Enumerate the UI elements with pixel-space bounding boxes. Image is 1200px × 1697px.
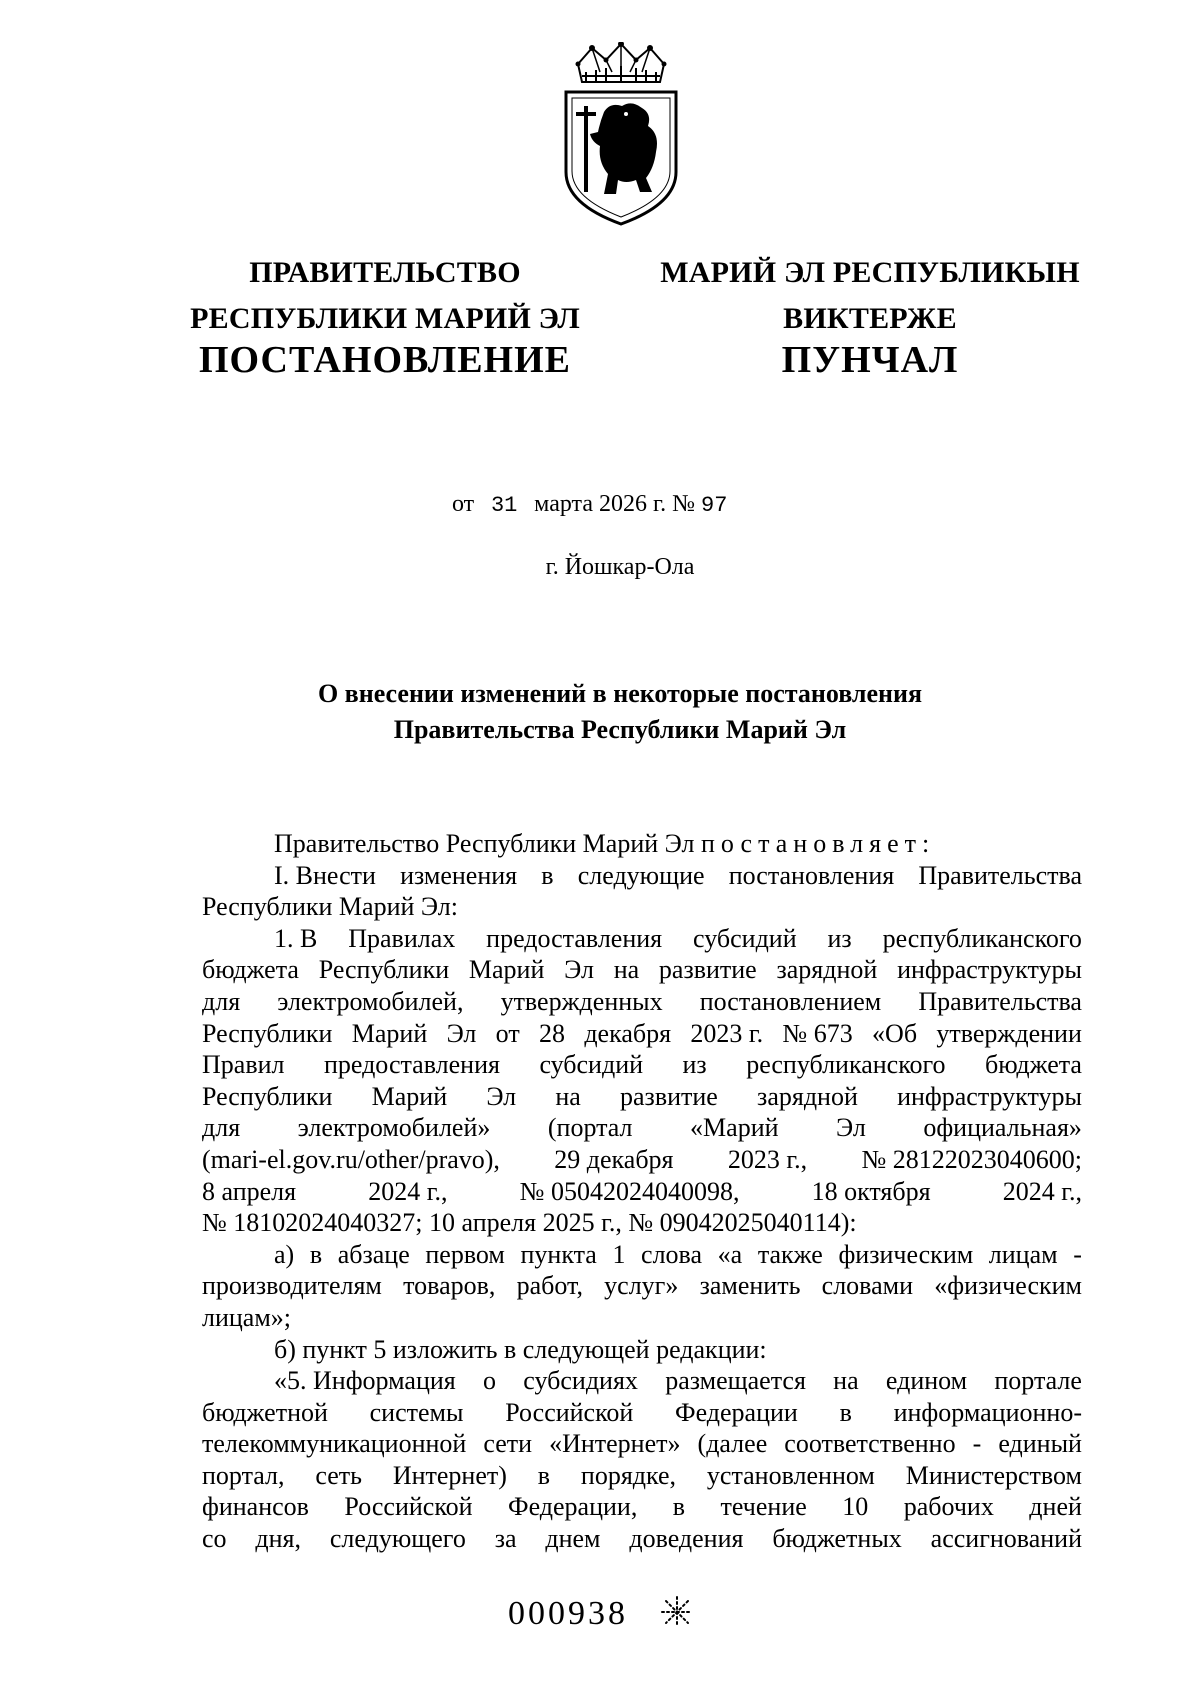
word: республиканского	[746, 1050, 946, 1080]
word: Марий	[351, 1018, 428, 1048]
word: (mari-el.gov.ru/other/pravo),	[202, 1144, 500, 1174]
word: соответственно	[784, 1429, 956, 1459]
word: развитие	[658, 955, 757, 985]
body-line-13	[202, 1239, 1082, 1271]
word: системы	[369, 1397, 464, 1427]
word: бюджета	[985, 1050, 1082, 1080]
word: также	[757, 1239, 823, 1269]
word: течение	[720, 1492, 807, 1522]
word: изменения	[400, 860, 518, 890]
word: Российской	[505, 1397, 634, 1427]
word: в	[537, 1460, 551, 1490]
word: о	[483, 1366, 497, 1396]
document-number: 97	[701, 493, 728, 518]
word: утверждении	[936, 1018, 1082, 1048]
body-line-5	[202, 986, 1082, 1018]
word: Республики	[202, 1018, 333, 1048]
word: I. Внести	[274, 860, 376, 890]
word: в	[839, 1397, 852, 1427]
word: 18 октября	[811, 1176, 931, 1206]
word: субсидий	[539, 1050, 644, 1080]
word: Российской	[344, 1492, 473, 1522]
word: «Об	[872, 1018, 918, 1048]
body-line-14	[202, 1270, 1082, 1302]
word: бюджетных	[772, 1524, 902, 1554]
word: 1	[612, 1239, 626, 1269]
word: из	[682, 1050, 707, 1080]
word: электромобилей»	[297, 1113, 491, 1143]
word: физическим	[838, 1239, 974, 1269]
word: «физическим	[934, 1271, 1082, 1301]
word: абзаце	[337, 1239, 410, 1269]
word: в	[672, 1492, 686, 1522]
word: сети	[483, 1429, 533, 1459]
word: Эл	[836, 1113, 866, 1143]
word: 28	[539, 1018, 566, 1048]
word: ассигнований	[930, 1524, 1082, 1554]
word: следующего	[329, 1524, 466, 1554]
word: электромобилей,	[277, 986, 464, 1016]
date-day: 31	[490, 493, 518, 518]
word: бюджетной	[202, 1397, 328, 1427]
word: 8 апреля	[202, 1176, 297, 1206]
word: 10	[842, 1492, 869, 1522]
body-line-16: б) пункт 5 изложить в следующей редакции:	[274, 1334, 767, 1364]
word: слова	[641, 1239, 703, 1269]
word: 2023 г.,	[727, 1144, 808, 1174]
word: первом	[425, 1239, 505, 1269]
word: «а	[717, 1239, 743, 1269]
word: портал,	[202, 1460, 285, 1490]
word: 2024 г.,	[368, 1176, 448, 1206]
header-right	[650, 250, 1090, 342]
word: от	[495, 1018, 520, 1048]
word: постановлением	[699, 986, 882, 1016]
document-kind-ru: ПОСТАНОВЛЕНИЕ	[198, 339, 572, 381]
body-line-1	[202, 860, 1082, 892]
star-stamp-icon	[659, 1594, 695, 1630]
word: телекоммуникационной	[202, 1429, 467, 1459]
body-line-11	[202, 1176, 1082, 1208]
date-line	[452, 488, 727, 522]
header-left	[165, 250, 605, 342]
word: Эл	[486, 1081, 517, 1111]
word: инфраструктуры	[897, 1081, 1082, 1111]
word: субсидий	[693, 923, 797, 953]
word: Марий	[371, 1081, 448, 1111]
word: следующие	[577, 860, 705, 890]
word: (портал	[547, 1113, 633, 1143]
word: Марий	[468, 955, 545, 985]
word: Республики	[318, 955, 450, 985]
word: республиканского	[882, 923, 1082, 953]
body-line-10	[202, 1144, 1082, 1176]
word: рабочих	[903, 1492, 994, 1522]
body-line-8	[202, 1081, 1082, 1113]
word: Федерации,	[508, 1492, 638, 1522]
word: Правительства	[918, 860, 1082, 890]
word: Интернет)	[392, 1460, 507, 1490]
body-line-6	[202, 1018, 1082, 1050]
body-line-17	[202, 1365, 1082, 1397]
word: за	[494, 1524, 517, 1554]
word: услуг»	[604, 1271, 679, 1301]
word: (далее	[697, 1429, 768, 1459]
word: словами	[821, 1271, 914, 1301]
word: портале	[994, 1366, 1082, 1396]
body-line-7	[202, 1049, 1082, 1081]
word: инфраструктуры	[897, 955, 1082, 985]
word: зарядной	[757, 1081, 858, 1111]
word: Эл	[564, 955, 594, 985]
word: Правилах	[348, 923, 456, 953]
word: порядке,	[580, 1460, 677, 1490]
word: сеть	[315, 1460, 362, 1490]
word: для	[202, 986, 241, 1016]
word: декабря	[584, 1018, 672, 1048]
word: пункта	[520, 1239, 597, 1269]
word: постановления	[728, 860, 895, 890]
word: 2023 г.	[690, 1018, 764, 1048]
body-line-0	[202, 828, 1082, 860]
body-line-12: № 18102024040327; 10 апреля 2025 г., № 09042025040114):	[202, 1208, 857, 1238]
word: а)	[274, 1239, 295, 1269]
word: Эл	[446, 1018, 477, 1048]
header-right-line1: МАРИЙ ЭЛ РЕСПУБЛИКЫН	[660, 256, 1080, 289]
word: из	[827, 923, 852, 953]
word: -	[972, 1429, 982, 1459]
word: № 673	[782, 1018, 853, 1048]
body-line-4	[202, 954, 1082, 986]
word: со	[202, 1524, 227, 1554]
header-left-line2: РЕСПУБЛИКИ МАРИЙ ЭЛ	[190, 302, 580, 335]
word: -	[1073, 1239, 1082, 1269]
date-prefix: от	[452, 491, 475, 517]
document-body	[202, 828, 1082, 1555]
body-line-9	[202, 1112, 1082, 1144]
word: информационно-	[893, 1397, 1082, 1427]
word: для	[202, 1113, 241, 1143]
word: заменить	[699, 1271, 801, 1301]
word: предоставления	[486, 923, 663, 953]
body-line-19	[202, 1428, 1082, 1460]
word: едином	[885, 1366, 968, 1396]
word: развитие	[620, 1081, 718, 1111]
body-line-15: лицам»;	[202, 1302, 292, 1332]
title-line1: О внесении изменений в некоторые постановления	[317, 679, 923, 708]
word: на	[833, 1366, 859, 1396]
word: 1. В	[274, 923, 318, 953]
document-kind-mari: ПУНЧАЛ	[781, 339, 959, 381]
word: Республики	[202, 1081, 333, 1111]
word: дней	[1029, 1492, 1082, 1522]
body-line-22	[202, 1523, 1082, 1555]
word: размещается	[665, 1366, 806, 1396]
body-line-20	[202, 1460, 1082, 1492]
body-line-21	[202, 1491, 1082, 1523]
word: 2024 г.,	[1002, 1176, 1082, 1206]
document-title	[200, 676, 1040, 748]
word: на	[555, 1081, 581, 1111]
word: Министерством	[905, 1460, 1082, 1490]
word: работ,	[516, 1271, 583, 1301]
word: Федерации	[675, 1397, 798, 1427]
word: «Марий	[690, 1113, 779, 1143]
header-left-line1: ПРАВИТЕЛЬСТВО	[249, 256, 521, 289]
city: г. Йошкар-Ола	[545, 554, 695, 580]
word: установленном	[706, 1460, 875, 1490]
word: предоставления	[323, 1050, 500, 1080]
word: в	[541, 860, 554, 890]
word: доведения	[629, 1524, 744, 1554]
word: 29 декабря	[554, 1144, 674, 1174]
word: финансов	[202, 1492, 309, 1522]
word: дня,	[255, 1524, 302, 1554]
preamble-verb: постановляет:	[700, 829, 936, 858]
word: № 28122023040600;	[861, 1144, 1082, 1174]
word: Правил	[202, 1050, 285, 1080]
word: единый	[998, 1429, 1082, 1459]
word: официальная»	[923, 1113, 1082, 1143]
title-line2: Правительства Республики Марий Эл	[393, 715, 847, 744]
word: бюджета	[202, 955, 299, 985]
word: зарядной	[776, 955, 878, 985]
coat-of-arms-icon	[556, 42, 686, 228]
preamble-text: Правительство Республики Марий Эл	[274, 829, 695, 858]
word: Правительства	[918, 986, 1082, 1016]
word: утвержденных	[500, 986, 663, 1016]
header-right-line2: ВИКТЕРЖЕ	[783, 302, 957, 335]
word: лицам	[988, 1239, 1058, 1269]
serial-number: 000938	[508, 1595, 628, 1632]
body-line-3	[202, 923, 1082, 955]
word: субсидиях	[523, 1366, 638, 1396]
word: «Интернет»	[549, 1429, 681, 1459]
word: № 05042024040098,	[519, 1176, 740, 1206]
body-line-2: Республики Марий Эл:	[202, 892, 458, 922]
word: днем	[545, 1524, 601, 1554]
word: производителям	[202, 1271, 382, 1301]
word: в	[309, 1239, 323, 1269]
word: на	[613, 955, 640, 985]
word: «5. Информация	[274, 1366, 456, 1396]
word: товаров,	[403, 1271, 496, 1301]
body-line-18	[202, 1397, 1082, 1429]
date-month-year: марта 2026 г. №	[534, 491, 695, 517]
